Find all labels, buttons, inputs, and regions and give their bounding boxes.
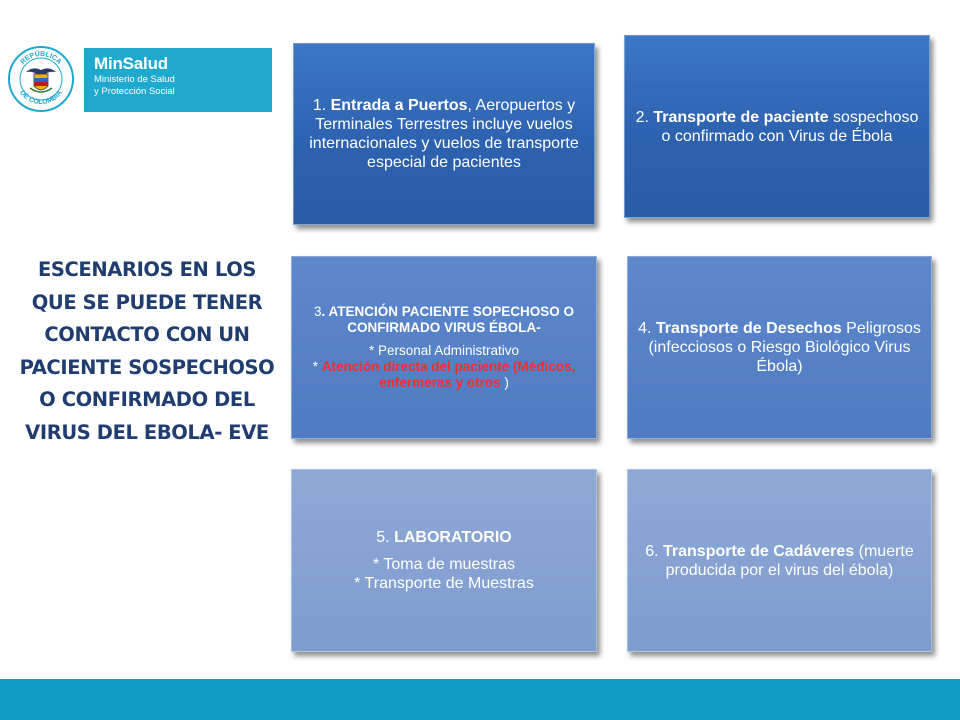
scenario-box-5: 5. LABORATORIO * Toma de muestras * Transporte de Muestras: [291, 469, 597, 652]
minsalud-brand: [84, 48, 272, 112]
svg-text:REPÚBLICA: REPÚBLICA: [19, 50, 63, 66]
svg-text:DE COLOMBIA: DE COLOMBIA: [18, 89, 64, 107]
brand-subtitle-1: Ministerio de Salud: [94, 74, 175, 85]
brand-subtitle-2: y Protección Social: [94, 86, 175, 97]
box-5-toma-muestras: * Toma de muestras: [373, 556, 515, 573]
box-5-transporte-muestras: * Transporte de Muestras: [354, 575, 534, 592]
slide-heading: ESCENARIOS EN LOS QUE SE PUEDE TENER CONTACTO CON UN PACIENTE SOSPECHOSO O CONFIRMADO DEL VIRUS DEL EBOLA- EVE: [19, 258, 275, 444]
scenario-box-3: 3. ATENCIÓN PACIENTE SOPECHOSO O CONFIRMADO VIRUS ÉBOLA- * Personal Administrativo * Atención directa del paciente (Médicos, enfermeras y otros ): [291, 256, 597, 439]
scenario-box-4: 4. Transporte de Desechos Peligrosos (infecciosos o Riesgo Biológico Virus Ébola): [627, 256, 932, 439]
brand-name: MinSalud: [94, 54, 168, 73]
scenario-box-6: 6. Transporte de Cadáveres (muerte producida por el virus del ébola): [627, 469, 932, 652]
footer-bar: [0, 679, 960, 720]
colombia-coat-of-arms-seal: [8, 46, 74, 112]
box-3-personal-administrativo: * Personal Administrativo: [368, 343, 520, 358]
scenario-box-2: 2. Transporte de paciente sospechoso o confirmado con Virus de Ébola: [624, 35, 930, 218]
minsalud-logo: [8, 46, 272, 114]
scenario-box-1: 1. Entrada a Puertos, Aeropuertos y Terminales Terrestres incluye vuelos internacionales y vuelos de transporte especial de pacientes: [293, 43, 595, 225]
box-3-atencion-directa: * Atención directa del paciente (Médicos, enfermeras y otros ): [312, 359, 576, 390]
